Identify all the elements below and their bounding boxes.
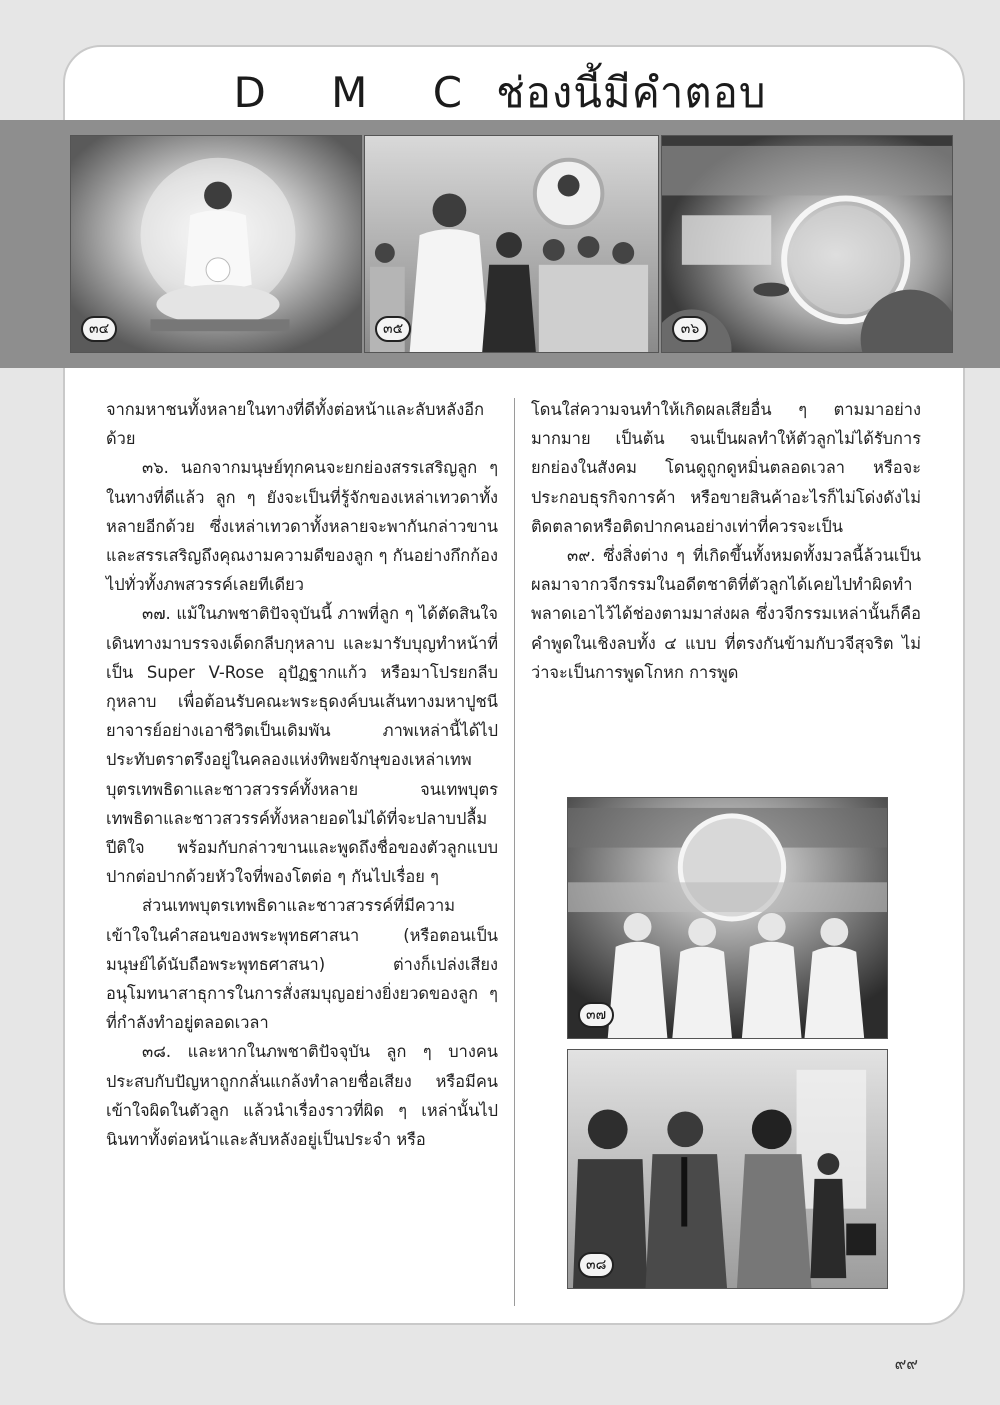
celestial-maidens-image [568, 798, 887, 1038]
illustration-37 [567, 797, 888, 1039]
column-divider [514, 398, 515, 1306]
paragraph: โดนใส่ความจนทำให้เกิดผลเสียอื่น ๆ ตามมาอย่างมากมาย เป็นต้น จนเป็นผลทำให้ตัวลูกไม่ได้รับการยกย่องในสังคม โดนดูถูกดูหมิ่นตลอดเวลา หรือจะประกอบธุรกิจการค้า หรือขายสินค้าอะไรก็ไม่โด่งดังไม่ติดตลาดหรือติดปากคนอย่างเท่าที่ควรจะเป็น [531, 400, 921, 536]
meditating-man-image [71, 136, 361, 352]
title-thai: ช่องนี้มีคำตอบ [496, 68, 767, 117]
paragraph: ๓๖. นอกจากมนุษย์ทุกคนจะยกย่องสรรเสริญลูก ๆ ในทางที่ดีแล้ว ลูก ๆ ยังจะเป็นที่รู้จักของเหล่าเทวดาทั้งหลายอีกด้วย ซึ่งเหล่าเทวดาทั้งหลายจะพากันกล่าวขานและสรรเสริญถึงคุณงามความดีของลูก ๆ กันอย่างกึกก้องไปทั่วทั้งภพสวรรค์เลยทีเดียว [106, 458, 498, 595]
left-text-column [106, 395, 498, 1154]
image-number-badge: ๓๗ [578, 1002, 614, 1028]
illustration-38 [567, 1049, 888, 1289]
title-dmc: D M C [233, 68, 489, 117]
paragraph: ๓๗. แม้ในภพชาติปัจจุบันนี้ ภาพที่ลูก ๆ ได้ตัดสินใจเดินทางมาบรรจงเด็ดกลีบกุหลาบ และมารับบุญทำหน้าที่เป็น Super V-Rose อุปัฏฐากแก้ว หรือมาโปรยกลีบกุหลาบ เพื่อต้อนรับคณะพระธุดงค์บนเส้นทางมหาปูชนียาจารย์อย่างเอาชีวิตเป็นเดิมพัน ภาพเหล่านี้ได้ไปประทับตราตรึงอยู่ในคลองแห่งทิพยจักษุของเหล่าเทพบุตรเทพธิดาและชาวสวรรค์ทั้งหลาย จนเทพบุตรเทพธิดาและชาวสวรรค์ทั้งหลายอดไม่ได้ที่จะปลาบปลื้มปีติใจ พร้อมกับกล่าวขานและพูดถึงชื่อของตัวลูกแบบปากต่อปากด้วยหัวใจที่พองโตต่อ ๆ กันไปเรื่อย ๆ [106, 604, 498, 887]
paragraph: ส่วนเทพบุตรเทพธิดาและชาวสวรรค์ที่มีความเข้าใจในคำสอนของพระพุทธศาสนา (หรือตอนเป็นมนุษย์ได้นับถือพระพุทธศาสนา) ต่างก็เปล่งเสียงอนุโมทนาสาธุการในการสั่งสมบุญอย่างยิ่งยวดของลูก ๆ ที่กำลังทำอยู่ตลอดเวลา [106, 896, 498, 1033]
image-number-badge: ๓๕ [375, 316, 411, 342]
paragraph: จากมหาชนทั้งหลายในทางที่ดีทั้งต่อหน้าและลับหลังอีกด้วย [106, 400, 484, 449]
businessmen-meeting-image [568, 1050, 887, 1288]
group-of-people-image [365, 136, 658, 352]
image-number-badge: ๓๖ [672, 316, 708, 342]
right-text-column [531, 395, 921, 687]
page-number: ๙๙ [894, 1354, 918, 1373]
celestial-assembly-image [662, 136, 952, 352]
image-number-badge: ๓๘ [578, 1252, 614, 1278]
image-number-badge: ๓๔ [81, 316, 117, 342]
page-title [0, 60, 1000, 126]
illustration-36 [661, 135, 953, 353]
paragraph: ๓๙. ซึ่งสิ่งต่าง ๆ ที่เกิดขึ้นทั้งหมดทั้งมวลนี้ล้วนเป็นผลมาจากวจีกรรมในอดีตชาติที่ตัวลูกได้เคยไปทำผิดทำพลาดเอาไว้ได้ช่องตามมาส่งผล ซึ่งวจีกรรมเหล่านั้นก็คือคำพูดในเชิงลบทั้ง ๔ แบบ ที่ตรงกันข้ามกับวจีสุจริต ไม่ว่าจะเป็นการพูดโกหก การพูด [531, 546, 921, 682]
paragraph: ๓๘. และหากในภพชาติปัจจุบัน ลูก ๆ บางคนประสบกับปัญหาถูกกลั่นแกล้งทำลายชื่อเสียง หรือมีคนเข้าใจผิดในตัวลูก แล้วนำเรื่องราวที่ผิด ๆ เหล่านั้นไปนินทาทั้งต่อหน้าและลับหลังอยู่เป็นประจำ หรือ [106, 1042, 498, 1150]
illustration-34 [70, 135, 362, 353]
illustration-35 [364, 135, 659, 353]
